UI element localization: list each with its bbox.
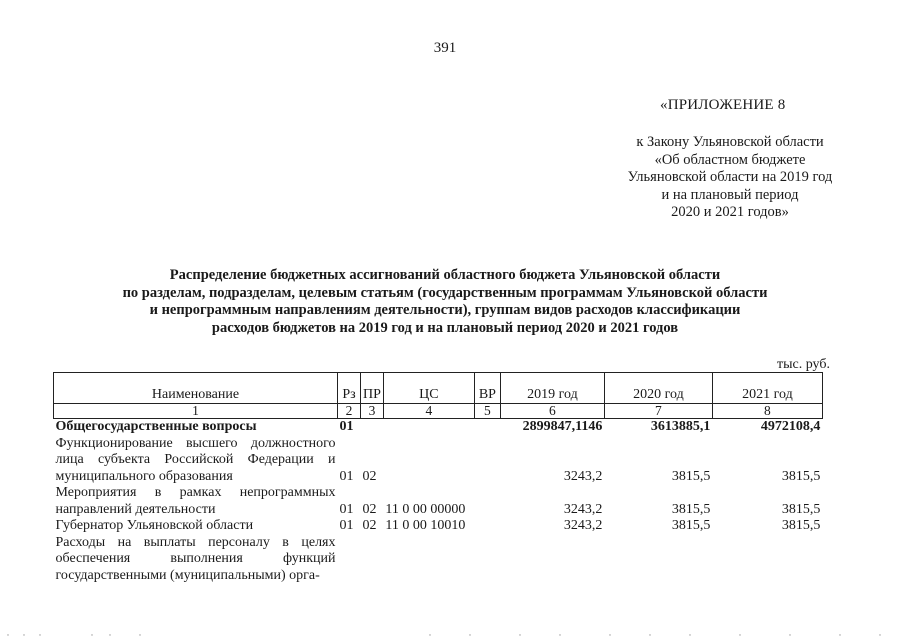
page-number: 391: [433, 40, 457, 56]
row-name: Общегосударственные вопросы: [55, 419, 257, 434]
units-label: тыс. руб.: [777, 357, 830, 372]
budget-table: [53, 372, 823, 584]
row-rz: 01: [339, 419, 354, 434]
header-pr: ПР: [361, 373, 384, 404]
row-2021: 3815,5: [781, 468, 821, 484]
law-reference: [612, 134, 848, 222]
row-cs: [383, 535, 474, 585]
table-row: [54, 419, 823, 436]
column-number: 8: [712, 404, 822, 419]
row-vr: [474, 535, 500, 585]
row-name: Функционирование высшего должностного лица субъекта Российской Федерации и муниципального образования: [55, 435, 336, 484]
row-2019: 3243,2: [563, 518, 603, 533]
column-number: 6: [500, 404, 604, 419]
row-name: Губернатор Ульяновской области: [55, 518, 254, 533]
column-number: 7: [604, 404, 712, 419]
row-2019: [500, 535, 604, 585]
law-reference-line: Ульяновской области на 2019 год: [627, 169, 833, 185]
row-2021: 3815,5: [781, 501, 821, 517]
law-reference-line: «Об областном бюджете: [654, 151, 806, 168]
row-rz: [338, 535, 361, 585]
row-2021: 3815,5: [781, 518, 821, 533]
title-line: Распределение бюджетных ассигнований областного бюджета Ульяновской области: [169, 267, 721, 283]
row-pr: [361, 535, 384, 585]
header-name: Наименование: [54, 373, 338, 404]
row-vr: [474, 419, 500, 436]
row-2021: 4972108,4: [760, 419, 821, 434]
row-2019: 3243,2: [563, 468, 603, 484]
row-rz: 01: [339, 501, 354, 517]
row-name: Расходы на выплаты персоналу в целях обеспечения выполнения функций государственными (муниципальными) орга-: [55, 534, 336, 583]
row-vr: [474, 485, 500, 518]
header-cs: ЦС: [383, 373, 474, 404]
column-number: 4: [383, 404, 474, 419]
row-pr: [361, 419, 384, 436]
header-rz: Рз: [338, 373, 361, 404]
row-2021: [712, 535, 822, 585]
row-vr: [474, 436, 500, 486]
row-name: Мероприятия в рамках непрограммных направлений деятельности: [55, 485, 336, 517]
row-2020: 3613885,1: [650, 419, 711, 434]
document-title: [100, 267, 790, 337]
appendix-title: «ПРИЛОЖЕНИЕ 8: [660, 97, 786, 113]
title-line: расходов бюджетов на 2019 год и на плановый период 2020 и 2021 годов: [211, 319, 679, 336]
scan-noise-dots: [0, 628, 905, 640]
header-2019: 2019 год: [500, 373, 604, 404]
row-vr: [474, 518, 500, 535]
column-number-row: [54, 404, 823, 419]
row-pr: 02: [362, 501, 377, 517]
law-reference-line: к Закону Ульяновской области: [636, 134, 824, 150]
column-number: 5: [474, 404, 500, 419]
row-2020: [604, 535, 712, 585]
row-2019: 3243,2: [563, 501, 603, 517]
column-number: 2: [338, 404, 361, 419]
table-row: [54, 485, 823, 518]
row-cs: 11 0 00 00000: [385, 501, 466, 517]
row-cs: [383, 419, 474, 436]
header-2021: 2021 год: [712, 373, 822, 404]
title-line: и непрограммным направлениям деятельности), группам видов расходов классификации: [149, 302, 741, 318]
row-2019: 2899847,1146: [522, 419, 603, 434]
table-row: [54, 518, 823, 535]
table-header-row: [54, 373, 823, 404]
row-2020: 3815,5: [671, 468, 711, 484]
row-pr: 02: [362, 468, 377, 484]
row-rz: 01: [339, 518, 354, 533]
header-2020: 2020 год: [604, 373, 712, 404]
header-vr: ВР: [474, 373, 500, 404]
row-cs: [383, 436, 474, 486]
row-2020: 3815,5: [671, 518, 711, 533]
row-cs: 11 0 00 10010: [385, 518, 466, 533]
law-reference-line: 2020 и 2021 годов»: [671, 204, 789, 220]
table-row: [54, 436, 823, 486]
row-rz: 01: [339, 468, 354, 484]
title-line: по разделам, подразделам, целевым статьям (государственным программам Ульяновской области: [122, 284, 768, 301]
law-reference-line: и на плановый период: [661, 186, 799, 203]
row-2020: 3815,5: [671, 501, 711, 517]
table-row: [54, 535, 823, 585]
column-number: 1: [54, 404, 338, 419]
column-number: 3: [361, 404, 384, 419]
row-pr: 02: [362, 518, 377, 533]
